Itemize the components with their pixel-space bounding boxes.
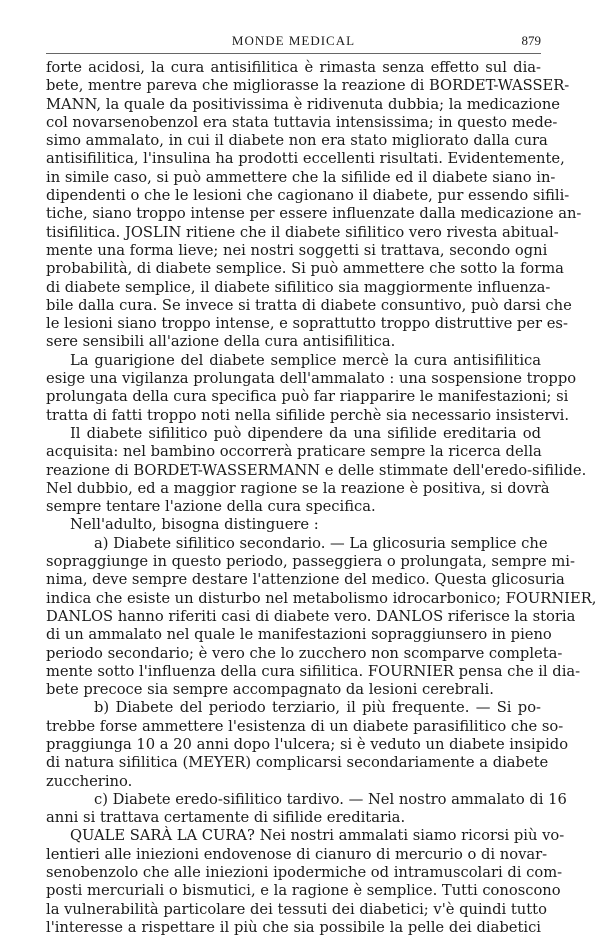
text-line: antisifilitica, l'insulina ha prodotti eccellenti risultati. Evidentemente,	[46, 150, 565, 168]
text-line: sere sensibili all'azione della cura antisifilitica.	[46, 333, 396, 351]
text-line: acquisita: nel bambino occorrerà praticare sempre la ricerca della	[46, 443, 542, 461]
text-line: DANLOS hanno riferiti casi di diabete vero. DANLOS riferisce la storia	[46, 607, 576, 625]
text-line: dipendenti o che le lesioni che cagionano il diabete, pur essendo sifili-	[46, 187, 570, 205]
text-line: a) Diabete sifilitico secondario. — La glicosuria semplice che	[94, 534, 548, 552]
running-head-title: MONDE MEDICAL	[231, 33, 356, 48]
running-head	[46, 33, 541, 49]
text-line: La guarigione del diabete semplice mercè la cura antisifilitica	[70, 351, 541, 369]
text-line: bete, mentre pareva che migliorasse la reazione di BORDET-WASSER-	[46, 77, 570, 95]
text-line: tiche, siano troppo intense per essere influenzate dalla medicazione an-	[46, 205, 582, 223]
text-line: forte acidosi, la cura antisifilitica è rimasta senza effetto sul dia-	[46, 59, 541, 76]
text-line: posti mercuriali o bismutici, e la ragione è semplice. Tutti conoscono	[46, 882, 561, 900]
text-line: QUALE SARÀ LA CURA? Nei nostri ammalati siamo ricorsi più vo-	[70, 827, 565, 845]
header-rule	[46, 53, 541, 54]
text-line: c) Diabete eredo-sifilitico tardivo. — Nel nostro ammalato di 16	[94, 790, 567, 808]
text-line: sempre tentare l'azione della cura specifica.	[46, 498, 376, 516]
text-line: l'interesse a rispettare il più che sia possibile la pelle dei diabetici	[46, 918, 541, 936]
text-line: di diabete semplice, il diabete sifilitico sia maggiormente influenza-	[46, 278, 551, 296]
text-line: la vulnerabilità particolare dei tessuti dei diabetici; v'è quindi tutto	[46, 900, 547, 918]
text-line: di un ammalato nel quale le manifestazioni sopraggiunsero in pieno	[46, 626, 552, 644]
text-line: Nel dubbio, ed a maggior ragione se la reazione è positiva, si dovrà	[46, 479, 550, 497]
text-line: esige una vigilanza prolungata dell'ammalato : una sospensione troppo	[46, 370, 577, 388]
text-line: reazione di BORDET-WASSERMANN e delle stimmate dell'eredo-sifilide.	[46, 461, 587, 479]
text-line: in simile caso, si può ammettere che la sifilide ed il diabete siano in-	[46, 168, 556, 186]
text-line: tisifilitica. JOSLIN ritiene che il diabete sifilitico vero rivesta abitual-	[46, 223, 559, 241]
text-line: periodo secondario; è vero che lo zucchero non scomparve completa-	[46, 644, 563, 662]
text-line: simo ammalato, in cui il diabete non era stato migliorato dalla cura	[46, 132, 548, 150]
text-line: col novarsenobenzol era stata tuttavia intensissima; in questo mede-	[46, 113, 558, 131]
text-line: praggiunga 10 a 20 anni dopo l'ulcera; si è veduto un diabete insipido	[46, 735, 569, 753]
text-line: tratta di fatti troppo noti nella sifilide perchè sia necessario insistervi.	[46, 406, 570, 424]
text-line: senobenzolo che alle iniezioni ipodermiche od intramuscolari di com-	[46, 864, 563, 882]
text-line: bete precoce sia sempre accompagnato da lesioni cerebrali.	[46, 681, 494, 699]
text-line: zuccherino.	[46, 772, 133, 790]
text-line: probabilità, di diabete semplice. Si può ammettere che sotto la forma	[46, 260, 564, 278]
text-line: b) Diabete del periodo terziario, il più frequente. — Si po-	[94, 699, 541, 717]
text-line: Il diabete sifilitico può dipendere da una sifilide ereditaria od	[70, 424, 541, 442]
text-line: MANN, la quale da positivissima è ridivenuta dubbia; la medicazione	[46, 95, 560, 113]
text-line: sopraggiunge in questo periodo, passeggiera o prolungata, sempre mi-	[46, 553, 575, 571]
text-line: di natura sifilitica (MEYER) complicarsi secondariamente a diabete	[46, 754, 549, 772]
page-number: 879	[521, 33, 541, 48]
text-line: Nell'adulto, bisogna distinguere :	[70, 516, 319, 534]
text-line: anni si trattava certamente di sifilide ereditaria.	[46, 809, 406, 827]
text-line: mente una forma lieve; nei nostri soggetti si trattava, secondo ogni	[46, 241, 548, 259]
text-line: mente sotto l'influenza della cura sifilitica. FOURNIER pensa che il dia-	[46, 662, 581, 680]
text-line: le lesioni siano troppo intense, e soprattutto troppo distruttive per es-	[46, 315, 568, 333]
text-line: nima, deve sempre destare l'attenzione del medico. Questa glicosuria	[46, 571, 565, 589]
text-line: trebbe forse ammettere l'esistenza di un diabete parasifilitico che so-	[46, 717, 564, 735]
text-line: bile dalla cura. Se invece si tratta di diabete consuntivo, può darsi che	[46, 296, 572, 314]
body-text	[46, 59, 597, 937]
text-line: prolungata della cura specifica può far riapparire le manifestazioni; si	[46, 388, 569, 406]
text-line: indica che esiste un disturbo nel metabolismo idrocarbonico; FOURNIER,	[46, 589, 597, 607]
text-line: lentieri alle iniezioni endovenose di cianuro di mercurio o di novar-	[46, 845, 548, 863]
